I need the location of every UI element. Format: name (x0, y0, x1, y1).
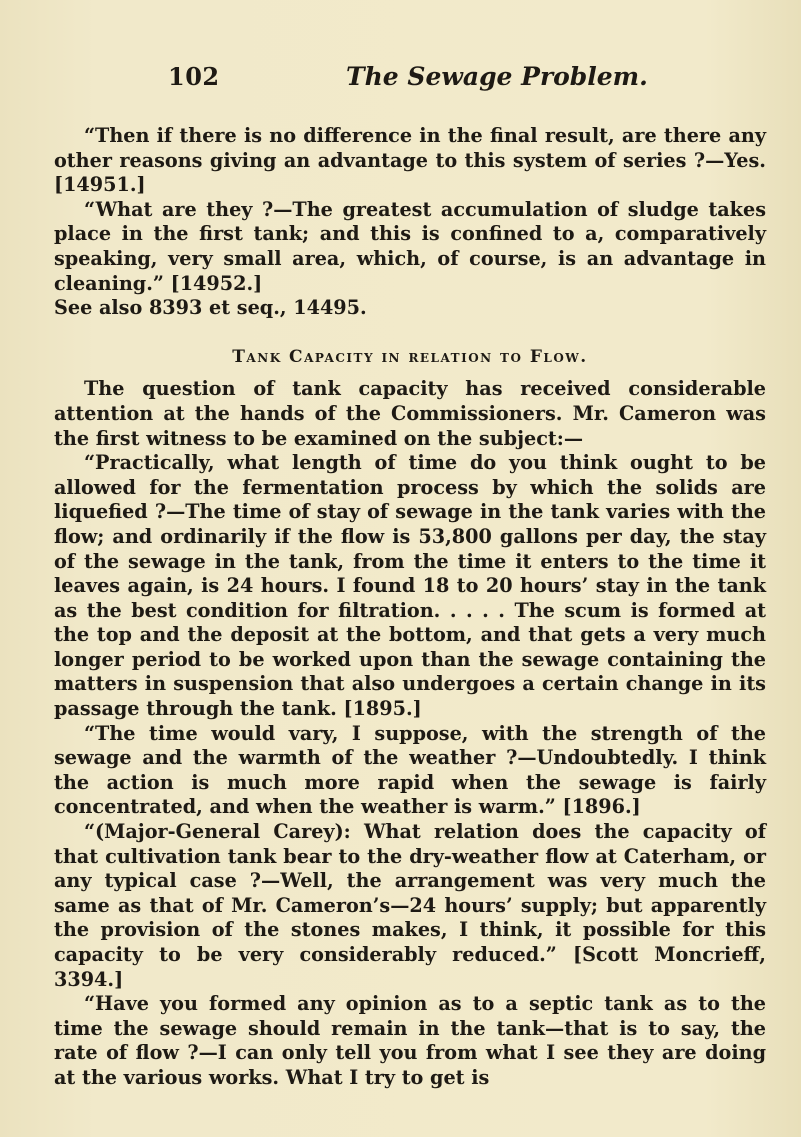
page-header (168, 62, 688, 98)
paragraph-6: “The time would vary, I suppose, with the strength of the sewage and the warmth of the weather ?—Undoubtedly. I think the action is much more rapid when the sewage is fairly concentrated, and when the weather is warm.” [1896.] (54, 721, 766, 819)
paragraph-5: “Practically, what length of time do you think ought to be allowed for the fermentation process by which the solids are liquefied ?—The time of stay of sewage in the tank varies with the flow; and ordinarily if the flow is 53,800 gallons per day, the stay of the sewage in the tank, from the time it enters to the time it leaves again, is 24 hours. I found 18 to 20 hours’ stay in the tank as the best condition for filtration. . . . . The scum is formed at the top and the deposit at the bottom, and that gets a very much longer period to be worked upon than the sewage containing the matters in suspension that also undergoes a certain change in its passage through the tank. [1895.] (54, 451, 766, 721)
page-number: 102 (168, 62, 220, 91)
paragraph-see-also: See also 8393 et seq., 14495. (54, 296, 367, 320)
section-heading: Tank Capacity in relation to Flow. (232, 346, 588, 367)
paragraph-8: “Have you formed any opinion as to a septic tank as to the time the sewage should remain in the tank—that is to say, the rate of flow ?—I can only tell you from what I see they are doing at the various works. What I try to get is (54, 992, 766, 1089)
paragraph-2: “What are they ?—The greatest accumulation of sludge takes place in the first tank; and this is confined to a, comparatively speaking, very small area, which, of course, is an advantage in cleaning.” [14952.] (54, 197, 766, 295)
paragraph-7: “(Major-General Carey): What relation does the capacity of that cultivation tank bear to the dry-weather flow at Caterham, or any typical case ?—Well, the arrangement was very much the same as that of Mr. Cameron’s—24 hours’ supply; but apparently the provision of the stones makes, I think, it possible for this capacity to be very considerably reduced.” [Scott Moncrieff, 3394.] (54, 820, 766, 991)
running-title: The Sewage Problem. (346, 62, 648, 91)
paragraph-1: “Then if there is no difference in the final result, are there any other reasons giving an advantage to this system of series ?—Yes. [14951.] (54, 124, 766, 197)
paragraph-4: The question of tank capacity has received considerable attention at the hands of the Commissioners. Mr. Cameron was the first witness to be examined on the subject:— (54, 377, 766, 450)
body-text (54, 124, 766, 1091)
